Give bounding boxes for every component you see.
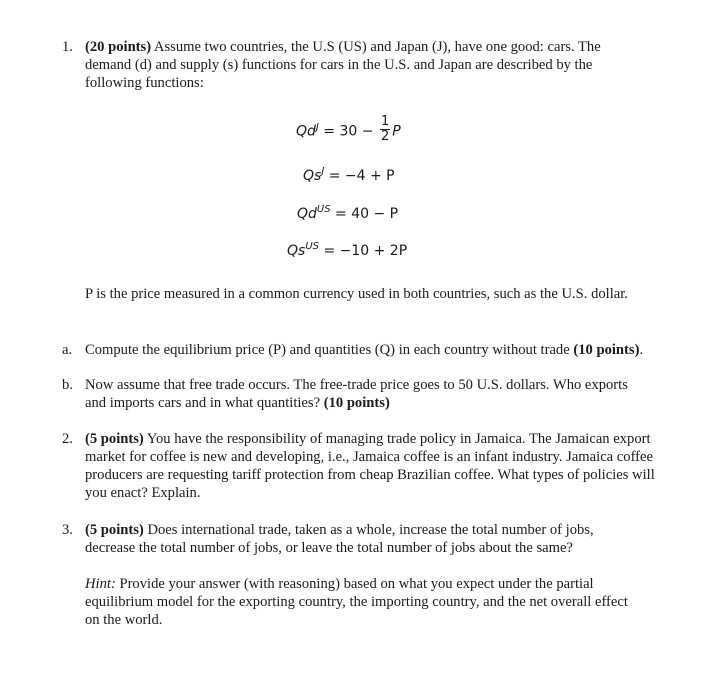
q1-points: (20 points) <box>85 39 152 55</box>
q1a-text: Compute the equilibrium price (P) and quantities (Q) in each country without trade (10 points). <box>85 342 644 358</box>
q1a-label: a. <box>62 342 73 358</box>
q3-text: (5 points) Does international trade, taken as a whole, increase the total number of jobs, decrease the total number of jobs, or leave the total number of jobs about the same? <box>85 522 594 556</box>
q2-number: 2. <box>62 431 73 447</box>
q2-text: (5 points) You have the responsibility of managing trade policy in Jamaica. The Jamaican export market for coffee is new and developing, i.e., Jamaica coffee is an infant industry. Jamaica coffee producers are requesting tariff protection from cheap Brazilian coffee. What types of policies will you enact? Explain. <box>85 431 655 501</box>
equation-qs-us: $Qs^{US} = -10 + 2P$ <box>287 241 408 259</box>
q1-number: 1. <box>62 39 73 55</box>
q3-points: (5 points) <box>85 522 144 538</box>
q1b-label: b. <box>62 377 73 393</box>
q1b-points: (10 points) <box>323 395 390 411</box>
equation-qd-japan: $Qd^J = 30$ − $\frac{1}{2}$ P <box>296 114 401 144</box>
q2-points: (5 points) <box>85 431 144 447</box>
equation-qd-us: $Qd^{US} = 40 - P$ <box>297 204 399 222</box>
q1a-points: (10 points) <box>573 342 640 358</box>
q1-price-note: P is the price measured in a common currency used in both countries, such as the U.S. dollar. <box>85 286 628 302</box>
q1b-text: Now assume that free trade occurs. The free-trade price goes to 50 U.S. dollars. Who exports and imports cars and in what quantities? (10 points) <box>85 377 628 411</box>
q1-body: Assume two countries, the U.S (US) and Japan (J), have one good: cars. The demand (d) and supply (s) functions for cars in the U.S. and Japan are described by the following functions: <box>85 39 601 91</box>
q3-hint: Hint: Provide your answer (with reasoning) based on what you expect under the partial equilibrium model for the exporting country, the importing country, and the net overall effect on the world. <box>85 576 628 628</box>
hint-label: Hint: <box>85 576 116 592</box>
q3-number: 3. <box>62 522 73 538</box>
equation-qs-japan: $Qs^J = -4 + P$ <box>303 166 395 184</box>
q1-text <box>85 38 650 92</box>
